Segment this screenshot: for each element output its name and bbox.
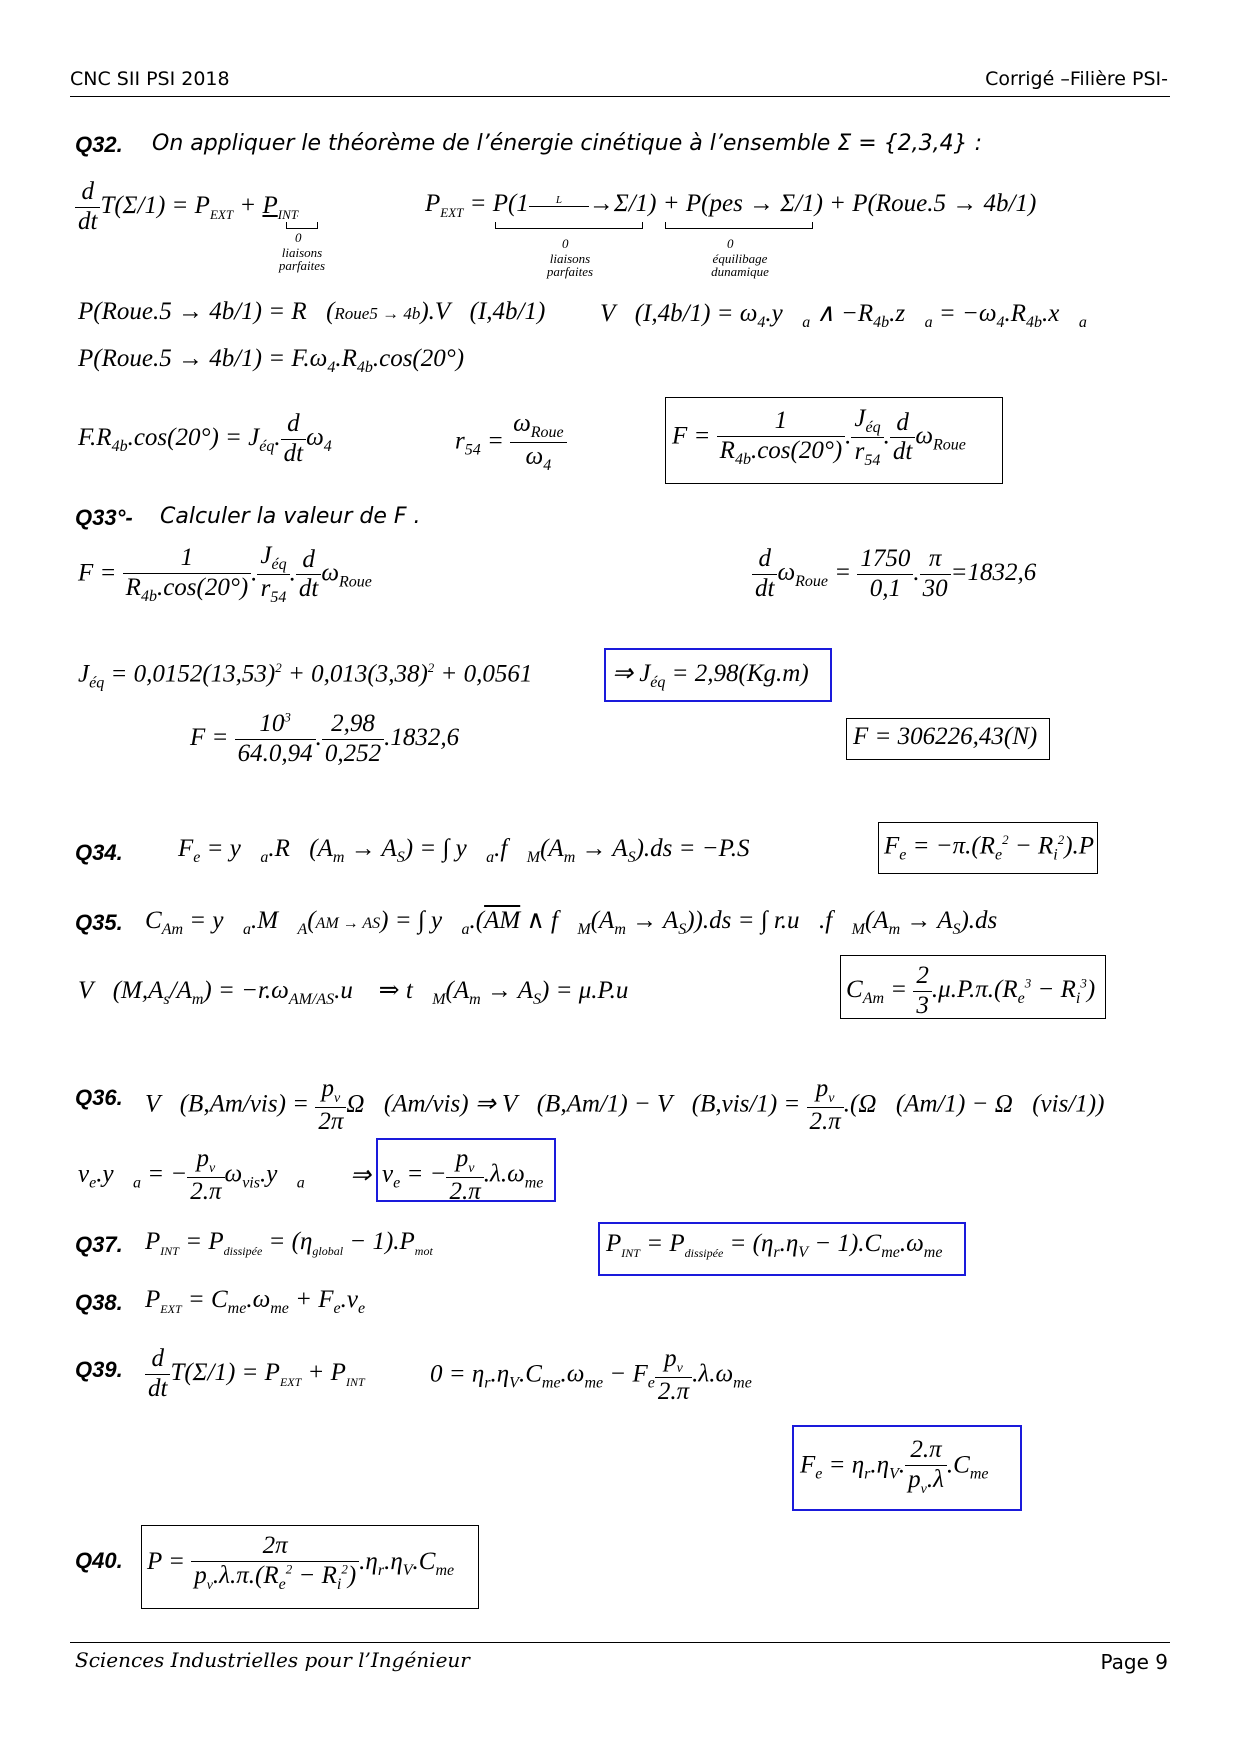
q33-label: Q33°- bbox=[75, 505, 133, 530]
q39-eq2: $0 = \eta_r.\eta_V.C_{me}.\omega_{me} - F_e$ $\frac{p_v}{2.\pi}$ $.\lambda.\omega_{me}$ bbox=[430, 1345, 752, 1406]
q37-label: Q37. bbox=[75, 1232, 123, 1257]
q36-eq1: V⃗(B,Am/vis) = $\frac{p_v}{2\pi}$ Ω⃗(Am/vis) ⇒ V⃗(B,Am/1) − V⃗(B,vis/1) = $\frac{p_v}{2.\pi}$ .(Ω⃗(Am/1) − Ω⃗(vis/1)) bbox=[145, 1075, 1105, 1136]
q40-res: P = $\frac{2\pi}{p_v.\lambda.\pi.(R_e^2 - R_i^2)}$ $.\eta_r.\eta_V.C_{me}$ bbox=[147, 1532, 455, 1593]
q32-eq6: $F.R_{4b}.\cos(20^\circ) = J_{éq}$. $\frac{d}{dt}$ $\omega_4$ bbox=[78, 410, 332, 467]
q36-res: $v_e$ = − $\frac{p_v}{2.\pi}$ $.\lambda.\omega_{me}$ bbox=[382, 1145, 544, 1206]
q37-res: $P_{INT} = P_{dissipée} = (\eta_r.\eta_V - 1).C_{me}.\omega_{me}$ bbox=[606, 1230, 943, 1261]
q32-eq7: $r_{54}$ = $\frac{\omega_{Roue}}{\omega_4}$ bbox=[455, 410, 567, 476]
q36-implies: ⇒ bbox=[350, 1162, 371, 1189]
q32-eq1: $\frac{d}{dt}$ $T(\Sigma/1) = P_{EXT} + P_{INT}$ bbox=[75, 178, 298, 237]
q40-label: Q40. bbox=[75, 1548, 123, 1573]
q34-eq: $F_e$ = $y⃗_a.R⃗(A_m \to A_S)$ = ∫ $y⃗_a.f⃗_M(A_m \to A_S).ds = -P.S$ bbox=[178, 835, 750, 866]
q39-label: Q39. bbox=[75, 1357, 123, 1382]
q35-label: Q35. bbox=[75, 910, 123, 935]
header-left: CNC SII PSI 2018 bbox=[70, 68, 230, 90]
q32-eq2-note2: équilibage dunamique bbox=[711, 251, 769, 279]
q32-eq2: $P_{EXT} = P(1$ L →Σ/1) + P(pes → Σ/1) + P(Roue.5 → 4b/1) bbox=[425, 190, 1037, 220]
q32-eq2-zero1: 0 bbox=[562, 236, 569, 251]
q32-eq2-brace1 bbox=[495, 222, 643, 229]
q33-res2: F = 306226,43(N) bbox=[853, 723, 1038, 750]
q32-eq1-zero: 0 bbox=[295, 230, 302, 245]
q32-eq3: P(Roue.5 → 4b/1) = R⃗(Roue5 → 4b).V⃗(I,4b/1) bbox=[78, 298, 546, 325]
q32-eq2-brace2 bbox=[665, 222, 813, 229]
q34-res: $F_e = -\pi.(R_e^2 - R_i^2).P$ bbox=[884, 832, 1095, 864]
q32-eq1-note: liaisons parfaites bbox=[278, 245, 326, 273]
q33-eq1: F = $\frac{1}{R_{4b}.\cos(20^\circ)}$ . $\frac{J_{éq}}{r_{54}}$ . $\frac{d}{dt}$ $\omega_{Roue}$ bbox=[78, 542, 372, 607]
q36-label: Q36. bbox=[75, 1085, 123, 1110]
q32-label: Q32. bbox=[75, 132, 123, 157]
header-right: Corrigé –Filière PSI- bbox=[985, 68, 1168, 90]
q33-eq2: $\frac{d}{dt}$ $\omega_{Roue}$ = $\frac{1750}{0,1}$ . $\frac{\pi}{30}$ =1832,6 bbox=[752, 545, 1036, 604]
q32-text: On appliquer le théorème de l’énergie cinétique à l’ensemble Σ = {2,3,4} : bbox=[152, 131, 983, 156]
q39-res: $F_e = \eta_r.\eta_V$. $\frac{2.\pi}{p_v.\lambda}$ $.C_{me}$ bbox=[800, 1436, 989, 1497]
q32-eq1-brace bbox=[286, 222, 318, 229]
q36-eq2: $v_e.y⃗_a$ = − $\frac{p_v}{2.\pi}$ $\omega_{vis}.y⃗_a$ bbox=[78, 1145, 305, 1206]
q33-eq4: F = $\frac{10^3}{64.0,94}$ . $\frac{2,98}{0,252}$ .1832,6 bbox=[190, 709, 460, 767]
q39-eq1: $\frac{d}{dt}$ $T(\Sigma/1) = P_{EXT} + P_{INT}$ bbox=[145, 1345, 365, 1404]
q33-text: Calculer la valeur de F . bbox=[160, 504, 421, 529]
q32-eq2-zero2: 0 bbox=[727, 236, 734, 251]
q32-eq4: V⃗(I,4b/1) = $\omega_4.y⃗_a$ ∧ $-R_{4b}.z⃗_a$ = $-\omega_4.R_{4b}.x⃗_a$ bbox=[600, 300, 1087, 331]
header-rule bbox=[70, 96, 1170, 97]
q38-label: Q38. bbox=[75, 1290, 123, 1315]
q33-eq3: $J_{éq} = 0,0152(13,53)^2 + 0,013(3,38)^2 + 0,0561$ bbox=[78, 660, 533, 692]
q32-eq2-note1: liaisons parfaites bbox=[546, 251, 594, 279]
q35-eq2: $V⃗(M,A_s/A_m)$ = $-r.\omega_{AM/AS}.u⃗$ ⇒ $t⃗_M(A_m \to A_S)$ = μ.P.u⃗ bbox=[78, 977, 648, 1008]
q32-eq5: P(Roue.5 → $4b/1) = F.\omega_4.R_{4b}.\cos(20^\circ)$ bbox=[78, 345, 465, 376]
q37-eq: $P_{INT} = P_{dissipée} = (\eta_{global} - 1).P_{mot}$ bbox=[145, 1228, 433, 1258]
q34-label: Q34. bbox=[75, 840, 123, 865]
q38-eq: $P_{EXT} = C_{me}.\omega_{me} + F_e.v_e$ bbox=[145, 1286, 366, 1317]
q33-res1: ⇒ $J_{éq} = 2,98(Kg.m)$ bbox=[612, 660, 809, 691]
q32-result: F = $\frac{1}{R_{4b}.\cos(20^\circ)}$ . $\frac{J_{éq}}{r_{54}}$ . $\frac{d}{dt}$ $\omega_{Roue}$ bbox=[672, 405, 966, 470]
footer-right: Page 9 bbox=[1100, 1650, 1168, 1674]
footer-left: Sciences Industrielles pour l’Ingénieur bbox=[75, 1648, 470, 1672]
q35-res: $C_{Am}$ = $\frac{2}{3}$ $.\mu.P.\pi.(R_e^3 - R_i^3)$ bbox=[846, 962, 1096, 1019]
q35-eq1: $C_{Am}$ = $y⃗_a.M⃗_A(AM \to AS)$ = ∫ $y⃗_a.(\overline{AM}$ ∧ $f⃗_M(A_m \to A_S)).ds$ = ∫ $r.u⃗.f⃗_M(A_m \to A_S).ds$ bbox=[145, 907, 998, 938]
footer-rule bbox=[70, 1642, 1170, 1643]
